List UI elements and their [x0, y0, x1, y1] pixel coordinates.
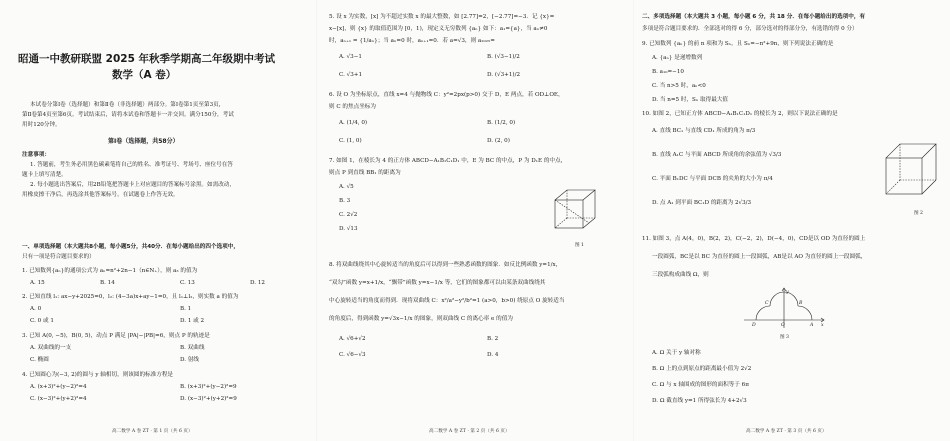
point-label: A: [810, 323, 814, 328]
question-5-line: x−[x]，则 {x} 的取值范围为 [0，1)，现定义无穷数列 {aₙ} 如下：a₁={a}，当 aₙ≠0: [329, 26, 548, 32]
option: C. (1, 0): [339, 138, 362, 144]
option: A. (1/4, 0): [339, 120, 368, 126]
option: B. 3: [339, 198, 351, 204]
option: C. 当 n>5 时，aₙ<0: [652, 83, 706, 89]
option: C. √6−√3: [339, 352, 366, 358]
option: B. Ω 上的点到原点的距离最小值为 2√2: [652, 366, 752, 372]
option: D. 点 A₁ 到平面 BC₁D 的距离为 2√3/3: [652, 200, 752, 206]
notice-line: 2. 每小题选出答案后，用2B铅笔把答题卡上对应题目的答案标号涂黑。如需改动，: [30, 182, 235, 188]
section-heading: 第Ⅰ卷（选择题，共58分）: [108, 138, 179, 145]
question-5: 5. 设 x 为实数，[x] 为不超过实数 x 的最大整数，如 [2.77]=2，[−2.77]=−3．记 {x}=: [329, 14, 555, 20]
question-10: 10. 如图 2，已知正方体 ABCD−A₁B₁C₁D₁ 的棱长为 2，则以下说法正确的是: [642, 111, 838, 117]
point-label: D: [752, 323, 756, 328]
exam-title: 昭通一中教研联盟 2025 年秋季学期高二年级期中考试: [18, 53, 276, 65]
option: B. 2: [487, 336, 499, 342]
option: B. (x+3)²+(y−2)²=9: [180, 384, 237, 390]
question-6-line: 则 C 的焦点坐标为: [329, 104, 376, 110]
question-8-line: 中心旋转适当的角度而得到．现将双曲线 C：x²/a²−y²/b²=1 (a>0，b>0) 绕原点 O 旋转适当: [329, 298, 565, 304]
question-7: 7. 如图 1，在棱长为 4 的正方体 ABCD−A₁B₁C₁D₁ 中，E 为 BC 的中点，P 为 D₁E 的中点，: [329, 158, 567, 164]
question-11: 11. 如图 3，点 A(4，0)，B(2，2)，C(−2，2)，D(−4，0)，CD是以 OD 为直径的圆上: [642, 236, 866, 242]
question-8-line: 的角度后，得到函数 y=√3x−1/x 的图象，则双曲线 C 的离心率 e 的值为: [329, 316, 513, 322]
axis-label: x: [821, 323, 824, 328]
question-1: 1. 已知数列{aₙ}的通项公式为 aₙ=n²+2n−1（n∈N₊），则 a₃ 的值为: [22, 268, 198, 274]
notice-line: 1. 答题前，考生务必用黑色碳素笔将自己的姓名、准考证号、考场号、座位号在答: [30, 162, 233, 168]
option: A. 15: [30, 280, 45, 286]
question-11-line: 三段弧构成曲线 Ω，则: [652, 272, 709, 278]
axis-label: y: [786, 290, 789, 295]
curve-figure-3: [742, 284, 826, 330]
option: B. a₁₀=−10: [652, 69, 684, 75]
option: B. 14: [100, 280, 115, 286]
option: A. 直线 BC₁ 与直线 CD₁ 所成的角为 π/3: [652, 128, 756, 134]
option: B. (1/2, 0): [487, 120, 516, 126]
option: C. √3+1: [339, 72, 363, 78]
option: B. (√3−1)/2: [487, 54, 520, 60]
cube-figure-1: [549, 182, 601, 238]
question-4: 4. 已知圆心为(−3, 2)的圆与 y 轴相切，则该圆的标准方程是: [22, 372, 174, 378]
notice-line: 题卡上填写清楚。: [22, 172, 67, 178]
option: A. √6+√2: [339, 336, 366, 342]
page-footer: 高二数学 A 卷 ZT · 第 3 页（共 6 页）: [746, 429, 827, 434]
exam-page-2: [317, 0, 633, 441]
option: A. {aₙ} 是递增数列: [652, 55, 703, 61]
option: B. 直线 A₁C 与平面 ABCD 所成角的余弦值为 √3/3: [652, 152, 782, 158]
option: A. Ω 关于 y 轴对称: [652, 350, 701, 356]
option: C. 2√2: [339, 212, 358, 218]
intro-line: 本试卷分第Ⅰ卷（选择题）和第Ⅱ卷（非选择题）两部分。第Ⅰ卷第1页至第3页，: [30, 102, 225, 108]
question-section-heading: 二、多项选择题（本大题共 3 小题，每小题 6 分，共 18 分．在每小题给出的选项中，有: [642, 14, 866, 20]
point-label: O: [781, 323, 785, 328]
option: C. 13: [180, 280, 195, 286]
option: A. 0: [30, 306, 42, 312]
question-section-heading: 只有一项是符合题目要求的）: [22, 254, 95, 260]
option: D. (2, 0): [487, 138, 510, 144]
point-label: B: [799, 301, 803, 306]
question-7-line: 则点 P 到直线 BB₁ 的距离为: [329, 170, 401, 176]
question-8-line: “双勾”函数 y=x+1/x，“飘带”函数 y=x−1/x 等，它们的图象都可以由某条双曲线绕其: [329, 280, 546, 286]
option: D. Ω 截直线 y=1 所得弦长为 4+2√3: [652, 398, 747, 404]
question-9: 9. 已知数列 {aₙ} 的前 n 项和为 Sₙ，且 Sₙ=−n²+9n，则下列说法正确的是: [642, 41, 834, 47]
page-footer: 高二数学 A 卷 ZT · 第 1 页（共 6 页）: [112, 429, 193, 434]
figure-caption: 图 1: [575, 243, 584, 248]
intro-line: 第Ⅱ卷第4页至第6页。考试结束后，请将本试卷和答题卡一并交回。满分150分，考试: [22, 112, 234, 118]
option: C. 平面 B₁DC 与平面 DCB 的夹角的大小为 π/4: [652, 176, 773, 182]
option: D. (x−3)²+(y+2)²=9: [180, 396, 237, 402]
option: C. 椭圆: [30, 357, 49, 363]
question-3: 3. 已知 A(0, −5)，B(0, 5)，动点 P 满足 |PA|−|PB|=6，则点 P 的轨迹是: [22, 333, 210, 339]
page-footer: 高二数学 A 卷 ZT · 第 2 页（共 6 页）: [429, 429, 510, 434]
figure-caption: 图 3: [780, 335, 789, 340]
cube-figure-2: [880, 134, 942, 204]
option: D. 1 或 2: [180, 318, 205, 324]
figure-caption: 图 2: [914, 211, 923, 216]
point-label: C: [765, 301, 769, 306]
option: C. 0 或 1: [30, 318, 54, 324]
option: B. 1: [180, 306, 192, 312]
option: A. (x+3)²+(y−2)²=4: [30, 384, 87, 390]
option: B. 双曲线: [180, 345, 205, 351]
notice-line: 用橡皮擦干净后，再选涂其他答案标号。在试题卷上作答无效。: [22, 192, 179, 198]
option: D. 射线: [180, 357, 200, 363]
question-2: 2. 已知直线 l₁: ax−y+2025=0，l₂: (4−3a)x+ay−1=0，且 l₁⊥l₂，则实数 a 的值为: [22, 294, 239, 300]
question-section-heading: 多项是符合题目要求的．全部选对的得 6 分，部分选对的得部分分，有选错的得 0 分）: [642, 26, 858, 32]
exam-page-3: [634, 0, 950, 441]
option: C. Ω 与 x 轴围成的图形的面积等于 6π: [652, 382, 749, 388]
option: D. √13: [339, 226, 358, 232]
option: D. 当 n=5 时，Sₙ 取得最大值: [652, 97, 729, 103]
option: A. √3−1: [339, 54, 362, 60]
exam-subtitle: 数学（A 卷）: [112, 69, 177, 81]
option: C. (x−3)²+(y+2)²=4: [30, 396, 87, 402]
option: A. √5: [339, 184, 354, 190]
option: D. 12: [250, 280, 265, 286]
option: D. (√3+1)/2: [487, 72, 521, 78]
exam-page-1: [0, 0, 316, 441]
question-11-line: 一段圆弧，BC是以 BC 为直径的圆上一段圆弧，AB是以 AO 为直径的圆上一段圆弧，: [652, 254, 867, 260]
question-section-heading: 一、单项选择题（本大题共8小题，每小题5分，共40分．在每小题给出的四个选项中，: [22, 244, 239, 250]
question-8: 8. 将双曲线绕其中心旋转适当的角度后可以得到一些熟悉函数的图象．如反比例函数 y=1/x，: [329, 262, 562, 268]
option: A. 双曲线的一支: [30, 345, 72, 351]
notice-heading: 注意事项：: [22, 152, 50, 158]
option: D. 4: [487, 352, 499, 358]
question-6: 6. 设 O 为坐标原点，直线 x=4 与抛物线 C：y²=2px(p>0) 交于 D，E 两点，若 OD⊥OE，: [329, 92, 564, 98]
question-5-line: 时，aₙ₊₁ = {1/aₙ}；当 aₙ=0 时，aₙ₊₁=0．若 a=√3，则 a₂₀₂₅=: [329, 38, 495, 44]
intro-line: 用时120分钟。: [22, 122, 61, 128]
